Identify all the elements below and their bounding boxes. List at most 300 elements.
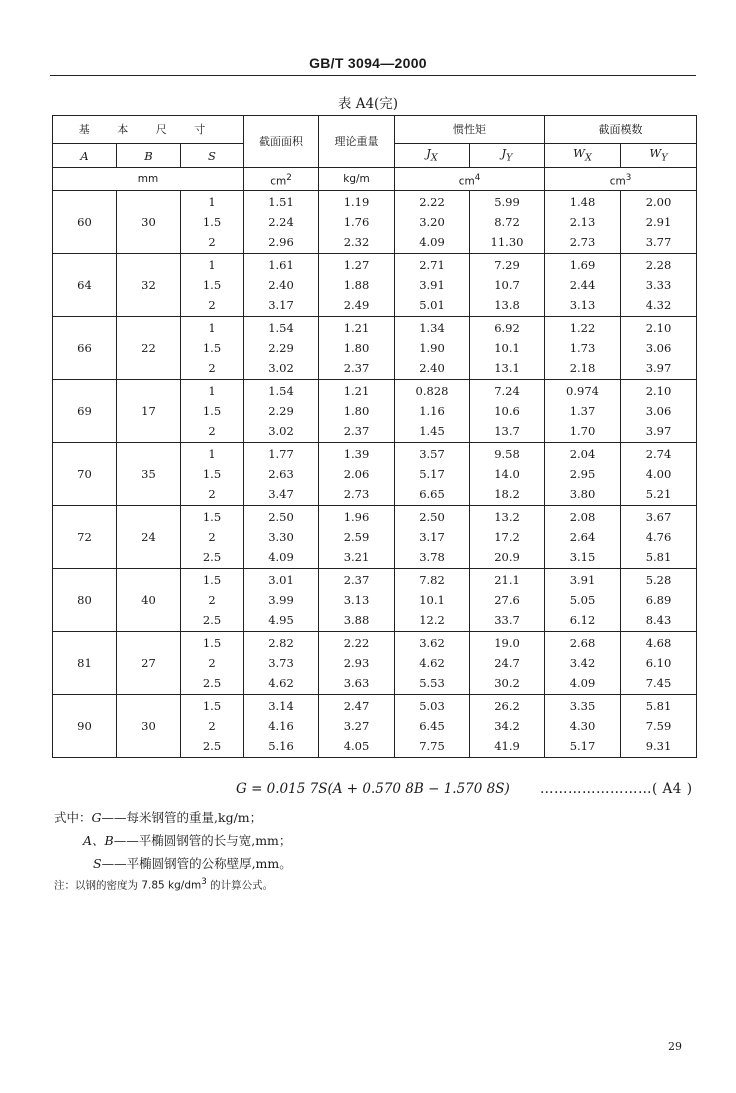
cell-value: 3.30: [268, 530, 294, 545]
cell-wy-stack: [621, 632, 697, 695]
cell-value: 3.62: [419, 636, 445, 651]
cell-value: 1.5: [202, 215, 222, 230]
cell-value: 1.77: [268, 447, 294, 462]
cell-value: 3.33: [645, 278, 672, 293]
cell-jy-stack: [470, 380, 545, 443]
cell-jy-stack: [470, 506, 545, 569]
cell-value: 3.78: [419, 550, 445, 565]
cell-value: 1.5: [202, 510, 222, 525]
cell-value: 1.5: [202, 467, 222, 482]
cell-value: 1.5: [202, 278, 222, 293]
cell-wx-stack: [545, 443, 621, 506]
cell-g-stack: [319, 506, 395, 569]
cell-value: 17.2: [494, 530, 520, 545]
cell-wy-stack: [621, 695, 697, 758]
cell-g-stack: [319, 317, 395, 380]
cell-value: 13.1: [494, 361, 520, 376]
cell-value: 3.21: [343, 550, 370, 565]
unit-dims: mm: [53, 168, 244, 191]
cell-value: 2.50: [268, 510, 294, 525]
cell-wx-stack: [545, 317, 621, 380]
cell-value: 1: [208, 321, 216, 336]
formula-a4: G = 0.015 7S(A + 0.570 8B − 1.570 8S): [236, 781, 510, 797]
legend-g: 式中：G——每米钢管的重量,kg/m；: [54, 810, 263, 825]
cell-jy-stack: [470, 317, 545, 380]
cell-b: 40: [117, 569, 181, 632]
cell-value: 4.30: [569, 719, 596, 734]
cell-value: 10.1: [419, 593, 445, 608]
cell-jy-stack: [470, 191, 545, 254]
table-row: [53, 191, 697, 254]
cell-jx-stack: [395, 443, 470, 506]
cell-value: 21.1: [494, 573, 520, 588]
cell-value: 14.0: [494, 467, 520, 482]
cell-value: 3.91: [419, 278, 445, 293]
cell-f-stack: [244, 632, 319, 695]
cell-f-stack: [244, 443, 319, 506]
cell-value: 2.37: [343, 424, 370, 439]
cell-value: 1.48: [569, 195, 596, 210]
cell-value: 7.45: [645, 676, 672, 691]
cell-b: 30: [117, 695, 181, 758]
standard-code: GB/T 3094—2000: [309, 55, 427, 71]
cell-value: 3.20: [419, 215, 445, 230]
cell-value: 1.96: [343, 510, 370, 525]
cell-value: 3.63: [343, 676, 370, 691]
header-wx: $W_X$: [545, 144, 621, 168]
cell-value: 0.974: [566, 384, 599, 399]
cell-value: 2.10: [645, 321, 672, 336]
table-row: [53, 317, 697, 380]
cell-value: 3.06: [645, 341, 672, 356]
cell-value: 2: [208, 487, 216, 502]
header-rule: [50, 75, 696, 76]
cell-value: 26.2: [494, 699, 520, 714]
cell-value: 4.32: [645, 298, 672, 313]
cell-value: 2.44: [569, 278, 596, 293]
unit-inertia: $cm^4$: [395, 168, 545, 191]
header-jy: $J_Y$: [470, 144, 545, 168]
cell-a: 66: [53, 317, 117, 380]
cell-value: 18.2: [494, 487, 520, 502]
cell-value: 2.5: [202, 676, 222, 691]
cell-value: 1.5: [202, 636, 222, 651]
cell-value: 1: [208, 447, 216, 462]
cell-value: 4.62: [419, 656, 445, 671]
cell-f-stack: [244, 254, 319, 317]
cell-value: 10.7: [494, 278, 520, 293]
cell-value: 1.5: [202, 404, 222, 419]
cell-value: 2.04: [569, 447, 596, 462]
cell-value: 4.16: [268, 719, 294, 734]
cell-value: 12.2: [419, 613, 445, 628]
cell-value: 8.43: [645, 613, 672, 628]
cell-value: 2.40: [419, 361, 445, 376]
cell-value: 1.54: [268, 321, 294, 336]
cell-wy-stack: [621, 506, 697, 569]
cell-value: 5.81: [645, 550, 672, 565]
cell-value: 5.99: [494, 195, 520, 210]
cell-jy-stack: [470, 443, 545, 506]
cell-value: 2.24: [268, 215, 294, 230]
cell-wy-stack: [621, 317, 697, 380]
cell-b: 32: [117, 254, 181, 317]
cell-value: 1.5: [202, 699, 222, 714]
cell-s-stack: [181, 254, 244, 317]
cell-value: 1.90: [419, 341, 445, 356]
cell-value: 2.06: [343, 467, 370, 482]
cell-value: 4.68: [645, 636, 672, 651]
cell-value: 6.92: [494, 321, 520, 336]
cell-value: 2.10: [645, 384, 672, 399]
cell-jx-stack: [395, 317, 470, 380]
cell-value: 1: [208, 384, 216, 399]
cell-value: 2.22: [419, 195, 445, 210]
cell-value: 2.13: [569, 215, 596, 230]
unit-modulus: $cm^3$: [545, 168, 697, 191]
cell-value: 3.35: [569, 699, 596, 714]
cell-s-stack: [181, 569, 244, 632]
cell-value: 30.2: [494, 676, 520, 691]
cell-jx-stack: [395, 254, 470, 317]
cell-wx-stack: [545, 695, 621, 758]
cell-value: 20.9: [494, 550, 520, 565]
cell-value: 5.21: [645, 487, 672, 502]
cell-value: 3.99: [268, 593, 294, 608]
cell-value: 1.76: [343, 215, 370, 230]
cell-wy-stack: [621, 191, 697, 254]
cell-value: 3.27: [343, 719, 370, 734]
cell-value: 1.5: [202, 573, 222, 588]
cell-value: 34.2: [494, 719, 520, 734]
cell-value: 3.02: [268, 424, 294, 439]
cell-value: 3.91: [569, 573, 596, 588]
cell-value: 3.13: [569, 298, 596, 313]
cell-s-stack: [181, 380, 244, 443]
cell-value: 33.7: [494, 613, 520, 628]
cell-value: 4.00: [645, 467, 672, 482]
cell-value: 2.08: [569, 510, 596, 525]
cell-value: 2.73: [569, 235, 596, 250]
legend-s: S——平椭圆钢管的公称壁厚,mm。: [93, 856, 292, 871]
header-inertia: 惯性矩: [395, 116, 545, 144]
cell-value: 9.58: [494, 447, 520, 462]
header-a: A: [53, 144, 117, 168]
cell-f-stack: [244, 191, 319, 254]
cell-value: 2.91: [645, 215, 672, 230]
cell-value: 13.7: [494, 424, 520, 439]
cell-value: 1.69: [569, 258, 596, 273]
cell-value: 1.88: [343, 278, 370, 293]
cell-value: 2.96: [268, 235, 294, 250]
cell-value: 3.73: [268, 656, 294, 671]
cell-f-stack: [244, 380, 319, 443]
cell-value: 5.53: [419, 676, 445, 691]
cell-jx-stack: [395, 632, 470, 695]
cell-value: 2.37: [343, 573, 370, 588]
cell-value: 1.27: [343, 258, 370, 273]
cell-value: 13.2: [494, 510, 520, 525]
cell-g-stack: [319, 569, 395, 632]
cell-value: 2.00: [645, 195, 672, 210]
cell-value: 1.73: [569, 341, 596, 356]
cell-g-stack: [319, 380, 395, 443]
cell-jx-stack: [395, 506, 470, 569]
cell-value: 3.42: [569, 656, 596, 671]
cell-value: 2.40: [268, 278, 294, 293]
cell-value: 3.97: [645, 361, 672, 376]
cell-a: 81: [53, 632, 117, 695]
cell-value: 3.88: [343, 613, 370, 628]
cell-value: 3.02: [268, 361, 294, 376]
cell-wx-stack: [545, 254, 621, 317]
cell-value: 1.21: [343, 321, 370, 336]
cell-wy-stack: [621, 569, 697, 632]
cell-value: 2.28: [645, 258, 672, 273]
cell-jx-stack: [395, 380, 470, 443]
cell-wy-stack: [621, 254, 697, 317]
cell-value: 3.97: [645, 424, 672, 439]
cell-value: 3.47: [268, 487, 294, 502]
cell-value: 3.80: [569, 487, 596, 502]
cell-value: 3.01: [268, 573, 294, 588]
cell-value: 2.93: [343, 656, 370, 671]
cell-f-stack: [244, 569, 319, 632]
cell-value: 4.09: [569, 676, 596, 691]
cell-b: 24: [117, 506, 181, 569]
cell-value: 1.21: [343, 384, 370, 399]
cell-value: 3.67: [645, 510, 672, 525]
cell-jy-stack: [470, 695, 545, 758]
cell-value: 7.59: [645, 719, 672, 734]
cell-g-stack: [319, 254, 395, 317]
cell-a: 72: [53, 506, 117, 569]
cell-value: 5.03: [419, 699, 445, 714]
cell-a: 80: [53, 569, 117, 632]
cell-value: 3.14: [268, 699, 294, 714]
cell-value: 6.45: [419, 719, 445, 734]
cell-wy-stack: [621, 380, 697, 443]
header-basic-dims: 基 本 尺 寸: [53, 116, 244, 144]
header-wy: $W_Y$: [621, 144, 697, 168]
cell-value: 9.31: [645, 739, 672, 754]
cell-g-stack: [319, 191, 395, 254]
cell-value: 3.15: [569, 550, 596, 565]
cell-a: 90: [53, 695, 117, 758]
footnote: 注：以钢的密度为 7.85 $kg/dm^3$ 的计算公式。: [54, 877, 274, 892]
cell-f-stack: [244, 695, 319, 758]
cell-s-stack: [181, 443, 244, 506]
cell-value: 2.59: [343, 530, 370, 545]
table-row: [53, 506, 697, 569]
cell-value: 3.77: [645, 235, 672, 250]
cell-value: 5.17: [419, 467, 445, 482]
cell-value: 2.74: [645, 447, 672, 462]
cell-b: 17: [117, 380, 181, 443]
cell-value: 8.72: [494, 215, 520, 230]
cell-value: 2.5: [202, 613, 222, 628]
cell-value: 4.76: [645, 530, 672, 545]
cell-value: 5.01: [419, 298, 445, 313]
table-row: [53, 380, 697, 443]
cell-value: 6.10: [645, 656, 672, 671]
page-number: 29: [668, 1040, 682, 1053]
cell-value: 2.29: [268, 404, 294, 419]
cell-value: 5.16: [268, 739, 294, 754]
cell-value: 1.45: [419, 424, 445, 439]
cell-g-stack: [319, 695, 395, 758]
cell-value: 6.89: [645, 593, 672, 608]
cell-value: 1.19: [343, 195, 370, 210]
cell-value: 1.39: [343, 447, 370, 462]
cell-value: 2.73: [343, 487, 370, 502]
cell-g-stack: [319, 443, 395, 506]
cell-value: 7.82: [419, 573, 445, 588]
cell-value: 5.28: [645, 573, 672, 588]
cell-a: 60: [53, 191, 117, 254]
header-jx: $J_X$: [395, 144, 470, 168]
cell-value: 5.81: [645, 699, 672, 714]
cell-value: 2.68: [569, 636, 596, 651]
formula-label: ……………………( A4 ): [540, 781, 693, 797]
cell-value: 2.5: [202, 550, 222, 565]
cell-value: 4.05: [343, 739, 370, 754]
cell-value: 3.17: [268, 298, 294, 313]
cell-jy-stack: [470, 632, 545, 695]
cell-value: 3.57: [419, 447, 445, 462]
cell-value: 3.13: [343, 593, 370, 608]
cell-value: 2: [208, 530, 216, 545]
cell-value: 24.7: [494, 656, 520, 671]
cell-value: 2.82: [268, 636, 294, 651]
cell-a: 69: [53, 380, 117, 443]
cell-value: 13.8: [494, 298, 520, 313]
cell-value: 1.80: [343, 404, 370, 419]
cell-value: 2.49: [343, 298, 370, 313]
cell-b: 22: [117, 317, 181, 380]
cell-jx-stack: [395, 695, 470, 758]
cell-value: 2.71: [419, 258, 445, 273]
cell-value: 3.06: [645, 404, 672, 419]
cell-value: 7.29: [494, 258, 520, 273]
header-area: 截面面积: [244, 116, 319, 168]
cell-value: 27.6: [494, 593, 520, 608]
unit-weight: kg/m: [319, 168, 395, 191]
table-row: [53, 632, 697, 695]
cell-value: 41.9: [494, 739, 520, 754]
cell-value: 2.18: [569, 361, 596, 376]
cell-g-stack: [319, 632, 395, 695]
cell-value: 2.95: [569, 467, 596, 482]
table-row: [53, 695, 697, 758]
cell-value: 1: [208, 258, 216, 273]
cell-value: 1.54: [268, 384, 294, 399]
cell-a: 64: [53, 254, 117, 317]
cell-value: 2.50: [419, 510, 445, 525]
cell-s-stack: [181, 317, 244, 380]
cell-jx-stack: [395, 569, 470, 632]
legend-ab: A、B——平椭圆钢管的长与宽,mm；: [83, 833, 292, 848]
cell-s-stack: [181, 506, 244, 569]
table-row: [53, 254, 697, 317]
cell-value: 1.34: [419, 321, 445, 336]
cell-value: 2.32: [343, 235, 370, 250]
cell-value: 5.17: [569, 739, 596, 754]
cell-value: 19.0: [494, 636, 520, 651]
data-table: [52, 115, 697, 758]
cell-value: 2: [208, 656, 216, 671]
cell-value: 1.22: [569, 321, 596, 336]
cell-wx-stack: [545, 191, 621, 254]
cell-f-stack: [244, 506, 319, 569]
cell-value: 2: [208, 298, 216, 313]
cell-value: 5.05: [569, 593, 596, 608]
cell-s-stack: [181, 632, 244, 695]
cell-value: 1.70: [569, 424, 596, 439]
cell-value: 3.17: [419, 530, 445, 545]
cell-value: 1: [208, 195, 216, 210]
cell-jx-stack: [395, 191, 470, 254]
cell-b: 35: [117, 443, 181, 506]
cell-value: 2: [208, 424, 216, 439]
cell-value: 2: [208, 593, 216, 608]
cell-value: 2: [208, 361, 216, 376]
cell-value: 11.30: [490, 235, 524, 250]
cell-value: 1.61: [268, 258, 294, 273]
cell-value: 2.47: [343, 699, 370, 714]
cell-value: 2: [208, 235, 216, 250]
cell-f-stack: [244, 317, 319, 380]
cell-value: 0.828: [415, 384, 449, 399]
unit-area: $cm^2$: [244, 168, 319, 191]
cell-value: 2: [208, 719, 216, 734]
cell-value: 1.80: [343, 341, 370, 356]
table-row: [53, 569, 697, 632]
cell-wy-stack: [621, 443, 697, 506]
cell-value: 2.63: [268, 467, 294, 482]
cell-value: 2.29: [268, 341, 294, 356]
cell-s-stack: [181, 695, 244, 758]
cell-value: 4.09: [419, 235, 445, 250]
header-s: S: [181, 144, 244, 168]
cell-wx-stack: [545, 632, 621, 695]
header-weight: 理论重量: [319, 116, 395, 168]
cell-b: 27: [117, 632, 181, 695]
cell-value: 1.16: [419, 404, 445, 419]
cell-value: 4.95: [268, 613, 294, 628]
cell-value: 10.1: [494, 341, 520, 356]
cell-value: 4.09: [268, 550, 294, 565]
cell-value: 7.75: [419, 739, 445, 754]
cell-value: 4.62: [268, 676, 294, 691]
cell-value: 2.64: [569, 530, 596, 545]
cell-jy-stack: [470, 254, 545, 317]
cell-value: 7.24: [494, 384, 520, 399]
cell-wx-stack: [545, 569, 621, 632]
cell-value: 10.6: [494, 404, 520, 419]
cell-value: 6.12: [569, 613, 596, 628]
header-modulus: 截面模数: [545, 116, 697, 144]
table-row: [53, 443, 697, 506]
cell-jy-stack: [470, 569, 545, 632]
cell-a: 70: [53, 443, 117, 506]
cell-s-stack: [181, 191, 244, 254]
cell-value: 6.65: [419, 487, 445, 502]
cell-value: 2.37: [343, 361, 370, 376]
cell-wx-stack: [545, 506, 621, 569]
cell-value: 2.5: [202, 739, 222, 754]
table-caption: 表 A4(完): [337, 96, 399, 112]
